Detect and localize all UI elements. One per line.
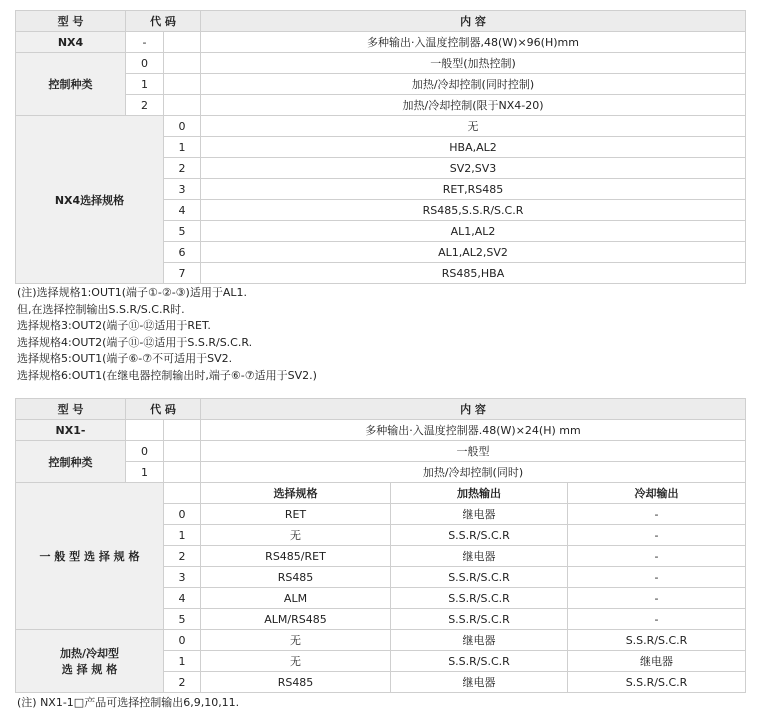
table1-notes bbox=[17, 285, 317, 384]
code-cell: 0 bbox=[164, 630, 201, 651]
code-cell: 1 bbox=[164, 525, 201, 546]
content-cell: HBA,AL2 bbox=[201, 137, 746, 158]
heat-output-cell: 继电器 bbox=[391, 672, 568, 693]
heat-output-cell: S.S.R/S.C.R bbox=[391, 609, 568, 630]
content-cell: 无 bbox=[201, 116, 746, 137]
empty-cell bbox=[126, 420, 164, 441]
cool-output-cell: - bbox=[568, 567, 746, 588]
table-row bbox=[16, 32, 746, 53]
heat-cool-option-label bbox=[16, 630, 164, 693]
control-type-label: 控制种类 bbox=[16, 53, 126, 116]
content-cell: AL1,AL2 bbox=[201, 221, 746, 242]
heat-cool-label-line2: 选 择 规 格 bbox=[61, 663, 118, 676]
cool-output-cell: S.S.R/S.C.R bbox=[568, 672, 746, 693]
option-cell: ALM bbox=[201, 588, 391, 609]
cool-output-cell: 继电器 bbox=[568, 651, 746, 672]
content-header: 内 容 bbox=[201, 11, 746, 32]
code-cell: 2 bbox=[126, 95, 164, 116]
heat-output-cell: 继电器 bbox=[391, 504, 568, 525]
cool-output-cell: - bbox=[568, 525, 746, 546]
option-cell: RS485 bbox=[201, 567, 391, 588]
option-cell: RS485 bbox=[201, 672, 391, 693]
cool-output-cell: - bbox=[568, 504, 746, 525]
code-cell: 2 bbox=[164, 672, 201, 693]
content-cell: SV2,SV3 bbox=[201, 158, 746, 179]
table-row bbox=[16, 420, 746, 441]
option-cell: RET bbox=[201, 504, 391, 525]
option-cell: RS485/RET bbox=[201, 546, 391, 567]
content-cell: 加热/冷却控制(同时) bbox=[201, 462, 746, 483]
empty-cell bbox=[164, 32, 201, 53]
code-cell: 3 bbox=[164, 567, 201, 588]
option-cell: 无 bbox=[201, 651, 391, 672]
content-header: 内 容 bbox=[201, 399, 746, 420]
code-cell: 0 bbox=[164, 504, 201, 525]
option-subheader: 选择规格 bbox=[201, 483, 391, 504]
code-cell: 2 bbox=[164, 158, 201, 179]
heat-output-cell: S.S.R/S.C.R bbox=[391, 588, 568, 609]
empty-cell bbox=[164, 74, 201, 95]
cool-output-subheader: 冷却输出 bbox=[568, 483, 746, 504]
heat-output-cell: 继电器 bbox=[391, 630, 568, 651]
code-cell: 7 bbox=[164, 263, 201, 284]
empty-cell bbox=[164, 483, 201, 504]
note-line: (注) NX1-1□产品可选择控制输出6,9,10,11. bbox=[17, 696, 240, 709]
code-cell: 3 bbox=[164, 179, 201, 200]
code-cell: 1 bbox=[164, 137, 201, 158]
empty-cell bbox=[164, 420, 201, 441]
empty-cell bbox=[164, 462, 201, 483]
content-cell: 加热/冷却控制(同时控制) bbox=[201, 74, 746, 95]
cool-output-cell: - bbox=[568, 609, 746, 630]
note-line: 选择规格5:OUT1(端子⑥-⑦不可适用于SV2. bbox=[17, 352, 233, 365]
code-cell: 0 bbox=[126, 441, 164, 462]
heat-output-subheader: 加热输出 bbox=[391, 483, 568, 504]
content-cell: 加热/冷却控制(限于NX4-20) bbox=[201, 95, 746, 116]
content-cell: RS485,HBA bbox=[201, 263, 746, 284]
table-row bbox=[16, 53, 746, 74]
empty-cell bbox=[164, 95, 201, 116]
content-cell: 一般型(加热控制) bbox=[201, 53, 746, 74]
content-cell: RET,RS485 bbox=[201, 179, 746, 200]
content-cell: AL1,AL2,SV2 bbox=[201, 242, 746, 263]
code-cell: 4 bbox=[164, 200, 201, 221]
code-cell: 1 bbox=[126, 74, 164, 95]
heat-cool-label-line1: 加热/冷却型 bbox=[59, 647, 120, 660]
table-header-row bbox=[16, 399, 746, 420]
content-cell: 多种输出·入温度控制器.48(W)×24(H) mm bbox=[201, 420, 746, 441]
nx4-spec-table bbox=[15, 10, 746, 284]
table-header-row bbox=[16, 11, 746, 32]
cool-output-cell: - bbox=[568, 588, 746, 609]
table-row bbox=[16, 630, 746, 651]
heat-output-cell: S.S.R/S.C.R bbox=[391, 651, 568, 672]
cool-output-cell: S.S.R/S.C.R bbox=[568, 630, 746, 651]
model-cell: NX1- bbox=[16, 420, 126, 441]
table2-notes bbox=[17, 695, 239, 712]
code-cell: 1 bbox=[164, 651, 201, 672]
general-option-label: 一 般 型 选 择 规 格 bbox=[16, 483, 164, 630]
option-cell: 无 bbox=[201, 630, 391, 651]
sub-header-row bbox=[16, 483, 746, 504]
model-header: 型 号 bbox=[16, 399, 126, 420]
option-cell: ALM/RS485 bbox=[201, 609, 391, 630]
code-cell: - bbox=[126, 32, 164, 53]
model-header: 型 号 bbox=[16, 11, 126, 32]
code-cell: 1 bbox=[126, 462, 164, 483]
table-row bbox=[16, 462, 746, 483]
empty-cell bbox=[164, 53, 201, 74]
heat-output-cell: 继电器 bbox=[391, 546, 568, 567]
heat-output-cell: S.S.R/S.C.R bbox=[391, 567, 568, 588]
code-cell: 2 bbox=[164, 546, 201, 567]
note-line: 选择规格3:OUT2(端子⑪-⑫适用于RET. bbox=[17, 319, 211, 332]
table-row bbox=[16, 116, 746, 137]
empty-cell bbox=[164, 441, 201, 462]
code-cell: 0 bbox=[164, 116, 201, 137]
code-cell: 5 bbox=[164, 609, 201, 630]
code-cell: 0 bbox=[126, 53, 164, 74]
content-cell: 一般型 bbox=[201, 441, 746, 462]
note-line: 选择规格4:OUT2(端子⑪-⑫适用于S.S.R/S.C.R. bbox=[17, 335, 253, 349]
code-header: 代 码 bbox=[126, 399, 201, 420]
table-row bbox=[16, 441, 746, 462]
table-row bbox=[16, 74, 746, 95]
code-cell: 4 bbox=[164, 588, 201, 609]
nx1-spec-table bbox=[15, 398, 746, 693]
heat-output-cell: S.S.R/S.C.R bbox=[391, 525, 568, 546]
note-line: 但,在选择控制输出S.S.R/S.C.R时. bbox=[17, 302, 185, 316]
table-row bbox=[16, 95, 746, 116]
content-cell: 多种输出·入温度控制器,48(W)×96(H)mm bbox=[201, 32, 746, 53]
option-spec-label: NX4选择规格 bbox=[16, 116, 164, 284]
code-cell: 6 bbox=[164, 242, 201, 263]
code-cell: 5 bbox=[164, 221, 201, 242]
note-line: 选择规格6:OUT1(在继电器控制输出时,端子⑥-⑦适用于SV2.) bbox=[17, 368, 317, 382]
cool-output-cell: - bbox=[568, 546, 746, 567]
code-header: 代 码 bbox=[126, 11, 201, 32]
content-cell: RS485,S.S.R/S.C.R bbox=[201, 200, 746, 221]
note-line: (注)选择规格1:OUT1(端子①-②-③)适用于AL1. bbox=[17, 286, 247, 299]
control-type-label: 控制种类 bbox=[16, 441, 126, 483]
option-cell: 无 bbox=[201, 525, 391, 546]
model-cell: NX4 bbox=[16, 32, 126, 53]
